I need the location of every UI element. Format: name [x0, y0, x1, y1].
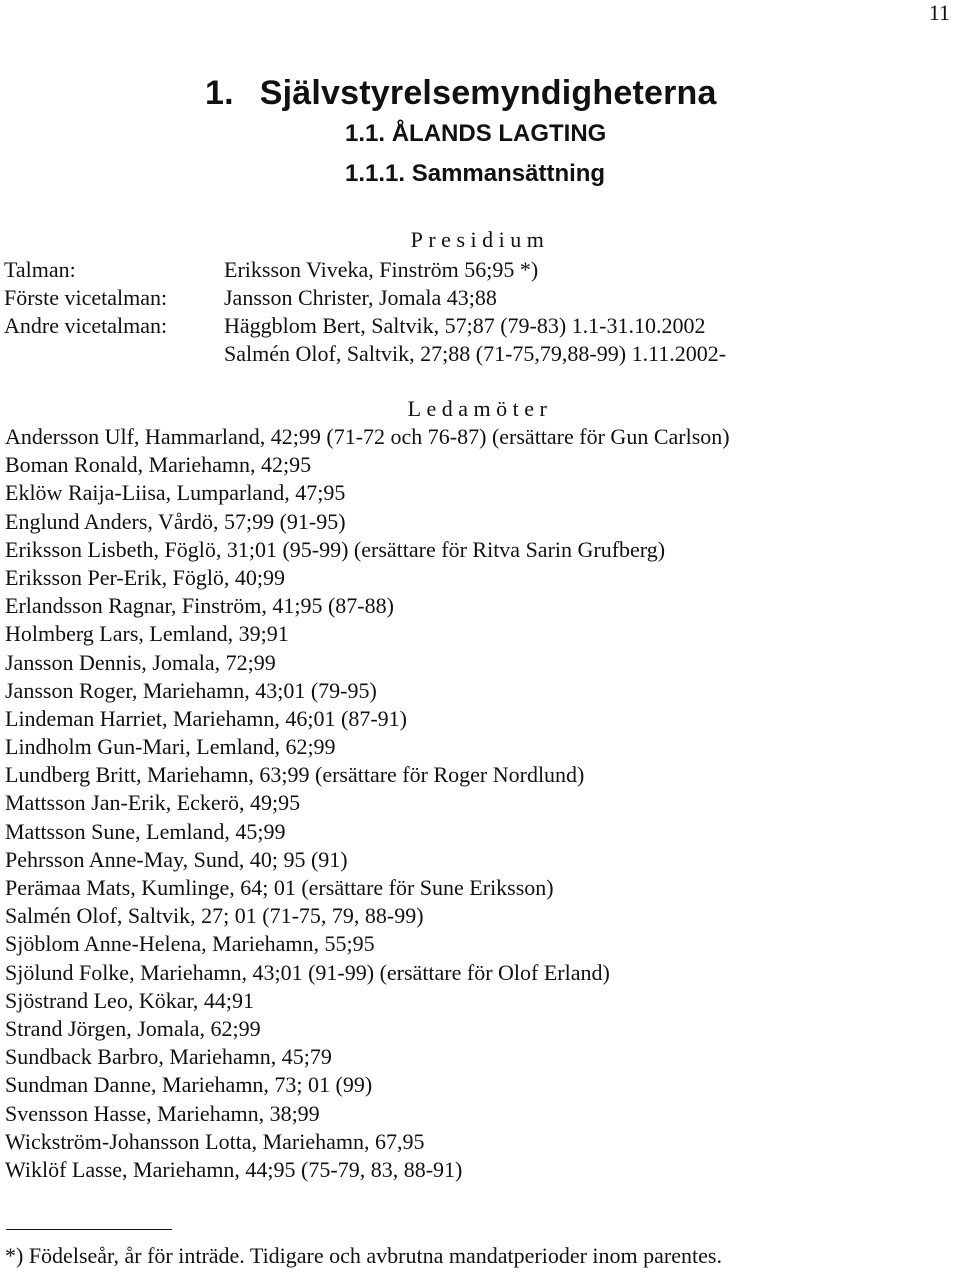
member-entry: Wiklöf Lasse, Mariehamn, 44;95 (75-79, 83, 88-91) — [5, 1156, 463, 1182]
member-entry: Jansson Dennis, Jomala, 72;99 — [5, 649, 276, 675]
section-heading: 1.1. ÅLANDS LAGTING — [345, 120, 607, 147]
presidium-role: Förste vicetalman: — [4, 285, 168, 310]
member-entry: Jansson Roger, Mariehamn, 43;01 (79-95) — [5, 677, 377, 703]
presidium-role: Talman: — [4, 257, 76, 282]
member-entry: Erlandsson Ragnar, Finström, 41;95 (87-88) — [5, 593, 394, 619]
ledamoter-title: Ledamöter — [407, 396, 553, 421]
member-entry: Strand Jörgen, Jomala, 62;99 — [5, 1015, 261, 1041]
member-entry: Lundberg Britt, Mariehamn, 63;99 (ersättare för Roger Nordlund) — [5, 762, 585, 788]
member-entry: Lindeman Harriet, Mariehamn, 46;01 (87-91) — [5, 705, 407, 731]
presidium-person: Salmén Olof, Saltvik, 27;88 (71-75,79,88-99) 1.11.2002- — [224, 341, 727, 366]
member-entry: Boman Ronald, Mariehamn, 42;95 — [5, 452, 312, 478]
member-entry: Andersson Ulf, Hammarland, 42;99 (71-72 och 76-87) (ersättare för Gun Carlson) — [5, 424, 730, 449]
member-entry: Salmén Olof, Saltvik, 27; 01 (71-75, 79, 88-99) — [5, 903, 424, 929]
member-entry: Wickström-Johansson Lotta, Mariehamn, 67,95 — [5, 1128, 425, 1154]
presidium-row — [0, 340, 960, 368]
member-entry: Sjöblom Anne-Helena, Mariehamn, 55;95 — [5, 931, 375, 957]
member-entry: Sjölund Folke, Mariehamn, 43;01 (91-99) (ersättare för Olof Erland) — [5, 959, 610, 985]
member-entry: Sundback Barbro, Mariehamn, 45;79 — [5, 1044, 332, 1070]
member-entry: Holmberg Lars, Lemland, 39;91 — [5, 621, 289, 647]
member-entry: Mattsson Sune, Lemland, 45;99 — [5, 818, 286, 844]
footnote-separator — [6, 1229, 172, 1230]
member-entry: Sundman Danne, Mariehamn, 73; 01 (99) — [5, 1072, 373, 1098]
presidium-row — [0, 312, 960, 340]
member-entry: Eriksson Lisbeth, Föglö, 31;01 (95-99) (ersättare för Ritva Sarin Grufberg) — [5, 536, 666, 562]
member-list — [5, 423, 730, 1184]
member-entry: Eriksson Per-Erik, Föglö, 40;99 — [5, 564, 286, 590]
footnote: *) Födelseår, år för inträde. Tidigare och avbrutna mandatperioder inom parentes. — [5, 1243, 722, 1268]
member-entry: Perämaa Mats, Kumlinge, 64; 01 (ersättare för Sune Eriksson) — [5, 875, 554, 900]
member-entry: Svensson Hasse, Mariehamn, 38;99 — [5, 1100, 320, 1126]
member-entry: Englund Anders, Vårdö, 57;99 (91-95) — [5, 508, 346, 534]
presidium-title: Presidium — [410, 227, 550, 252]
member-entry: Pehrsson Anne-May, Sund, 40; 95 (91) — [5, 846, 348, 872]
chapter-title: Självstyrelsemyndigheterna — [259, 74, 717, 112]
chapter-heading — [205, 72, 717, 114]
member-entry: Lindholm Gun-Mari, Lemland, 62;99 — [5, 734, 336, 760]
member-entry: Eklöw Raija-Liisa, Lumparland, 47;95 — [5, 480, 346, 506]
chapter-number: 1. — [205, 74, 234, 112]
page-number: 11 — [928, 0, 950, 25]
member-entry: Sjöstrand Leo, Kökar, 44;91 — [5, 987, 255, 1013]
subsection-heading: 1.1.1. Sammansättning — [345, 160, 606, 187]
presidium-role: Andre vicetalman: — [4, 313, 168, 338]
presidium-person: Häggblom Bert, Saltvik, 57;87 (79-83) 1.1-31.10.2002 — [224, 313, 706, 338]
member-entry: Mattsson Jan-Erik, Eckerö, 49;95 — [5, 790, 301, 816]
presidium-person: Eriksson Viveka, Finström 56;95 *) — [224, 257, 539, 282]
presidium-person: Jansson Christer, Jomala 43;88 — [224, 285, 497, 310]
presidium-row — [0, 284, 960, 312]
presidium-row — [0, 256, 960, 284]
